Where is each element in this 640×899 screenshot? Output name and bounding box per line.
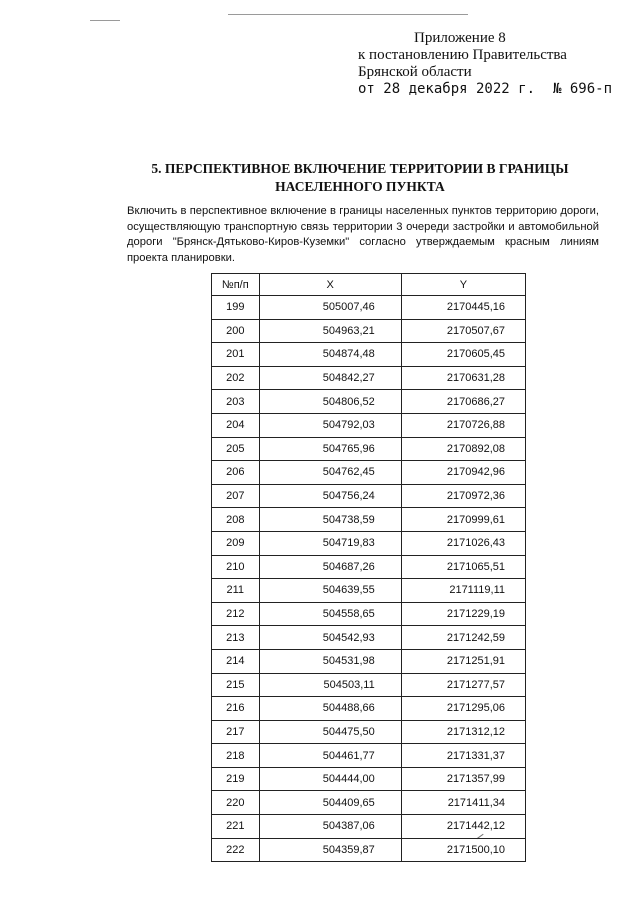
cell-number: 215	[212, 673, 260, 697]
table-row	[212, 673, 526, 697]
cell-y: 2171411,34	[401, 791, 525, 815]
scan-artifact-top	[228, 14, 468, 15]
appendix-region-line: Брянской области	[358, 64, 472, 80]
cell-x: 504806,52	[259, 390, 401, 414]
cell-x: 504687,26	[259, 555, 401, 579]
cell-x: 504531,98	[259, 649, 401, 673]
appendix-date-line	[358, 81, 612, 98]
cell-number: 214	[212, 649, 260, 673]
cell-y: 2171331,37	[401, 744, 525, 768]
cell-number: 203	[212, 390, 260, 414]
cell-x: 504762,45	[259, 461, 401, 485]
cell-x: 504444,00	[259, 767, 401, 791]
cell-x: 504639,55	[259, 579, 401, 603]
cell-y: 2170892,08	[401, 437, 525, 461]
cell-y: 2171119,11	[401, 579, 525, 603]
cell-y: 2170972,36	[401, 484, 525, 508]
table-header-row	[212, 274, 526, 296]
cell-number: 208	[212, 508, 260, 532]
cell-y: 2170445,16	[401, 296, 525, 320]
cell-number: 206	[212, 461, 260, 485]
cell-x: 504719,83	[259, 531, 401, 555]
header-number: №п/п	[212, 274, 260, 296]
cell-number: 218	[212, 744, 260, 768]
cell-number: 200	[212, 319, 260, 343]
cell-x: 505007,46	[259, 296, 401, 320]
cell-number: 202	[212, 366, 260, 390]
table-row	[212, 413, 526, 437]
section-heading	[150, 160, 570, 196]
cell-x: 504475,50	[259, 720, 401, 744]
table-row	[212, 484, 526, 508]
cell-x: 504387,06	[259, 815, 401, 839]
cell-x: 504558,65	[259, 602, 401, 626]
cell-number: 219	[212, 767, 260, 791]
appendix-date: от 28 декабря 2022 г.	[358, 81, 536, 97]
cell-x: 504792,03	[259, 413, 401, 437]
cell-x: 504461,77	[259, 744, 401, 768]
cell-y: 2170999,61	[401, 508, 525, 532]
cell-x: 504503,11	[259, 673, 401, 697]
cell-number: 204	[212, 413, 260, 437]
table-row	[212, 366, 526, 390]
cell-y: 2171312,12	[401, 720, 525, 744]
table-row	[212, 602, 526, 626]
header-x: X	[259, 274, 401, 296]
cell-number: 221	[212, 815, 260, 839]
appendix-title: Приложение 8	[414, 30, 506, 46]
cell-y: 2171251,91	[401, 649, 525, 673]
table-row	[212, 838, 526, 862]
cell-y: 2171277,57	[401, 673, 525, 697]
cell-y: 2170631,28	[401, 366, 525, 390]
cell-x: 504874,48	[259, 343, 401, 367]
cell-y: 2171295,06	[401, 697, 525, 721]
cell-number: 220	[212, 791, 260, 815]
appendix-number: № 696-п	[553, 81, 613, 97]
cell-y: 2170507,67	[401, 319, 525, 343]
cell-x: 504765,96	[259, 437, 401, 461]
cell-number: 210	[212, 555, 260, 579]
table-row	[212, 815, 526, 839]
cell-number: 207	[212, 484, 260, 508]
cell-number: 199	[212, 296, 260, 320]
cell-number: 217	[212, 720, 260, 744]
table-row	[212, 744, 526, 768]
cell-number: 213	[212, 626, 260, 650]
intro-paragraph: Включить в перспективное включение в границы населенных пунктов территорию дороги, осуществляющую транспортную связь территории 3 очереди застройки и автомобильной дороги "Брянск-Дятьково-Киров-Куземки" согласно утверждаемым красным линиям проекта планировки.	[127, 205, 599, 264]
table-row	[212, 296, 526, 320]
cell-number: 209	[212, 531, 260, 555]
cell-y: 2171242,59	[401, 626, 525, 650]
table-row	[212, 626, 526, 650]
table-row	[212, 649, 526, 673]
cell-number: 222	[212, 838, 260, 862]
cell-y: 2171229,19	[401, 602, 525, 626]
table-row	[212, 437, 526, 461]
table-row	[212, 343, 526, 367]
cell-x: 504738,59	[259, 508, 401, 532]
cell-y: 2171442,12	[401, 815, 525, 839]
cell-y: 2171357,99	[401, 767, 525, 791]
cell-number: 205	[212, 437, 260, 461]
cell-x: 504488,66	[259, 697, 401, 721]
cell-y: 2171500,10	[401, 838, 525, 862]
table-row	[212, 791, 526, 815]
cell-number: 212	[212, 602, 260, 626]
table-row	[212, 555, 526, 579]
table-row	[212, 390, 526, 414]
cell-x: 504409,65	[259, 791, 401, 815]
cell-y: 2170686,27	[401, 390, 525, 414]
table-row	[212, 767, 526, 791]
appendix-decree-line: к постановлению Правительства	[358, 47, 567, 63]
table-row	[212, 720, 526, 744]
cell-number: 211	[212, 579, 260, 603]
cell-x: 504542,93	[259, 626, 401, 650]
cell-number: 216	[212, 697, 260, 721]
table-row	[212, 531, 526, 555]
table-row	[212, 319, 526, 343]
cell-y: 2171065,51	[401, 555, 525, 579]
section-heading-line-1: 5. ПЕРСПЕКТИВНОЕ ВКЛЮЧЕНИЕ ТЕРРИТОРИИ В ГРАНИЦЫ	[151, 161, 569, 176]
section-heading-line-2: НАСЕЛЕННОГО ПУНКТА	[275, 179, 445, 194]
table-row	[212, 508, 526, 532]
scan-artifact-top-left	[90, 20, 120, 21]
cell-x: 504359,87	[259, 838, 401, 862]
cell-x: 504842,27	[259, 366, 401, 390]
table-row	[212, 579, 526, 603]
cell-y: 2170726,88	[401, 413, 525, 437]
table-row	[212, 461, 526, 485]
cell-x: 504963,21	[259, 319, 401, 343]
coordinates-table	[211, 273, 526, 862]
cell-y: 2170605,45	[401, 343, 525, 367]
appendix-block	[358, 30, 612, 98]
header-y: Y	[401, 274, 525, 296]
table-row	[212, 697, 526, 721]
cell-number: 201	[212, 343, 260, 367]
cell-x: 504756,24	[259, 484, 401, 508]
cell-y: 2170942,96	[401, 461, 525, 485]
cell-y: 2171026,43	[401, 531, 525, 555]
